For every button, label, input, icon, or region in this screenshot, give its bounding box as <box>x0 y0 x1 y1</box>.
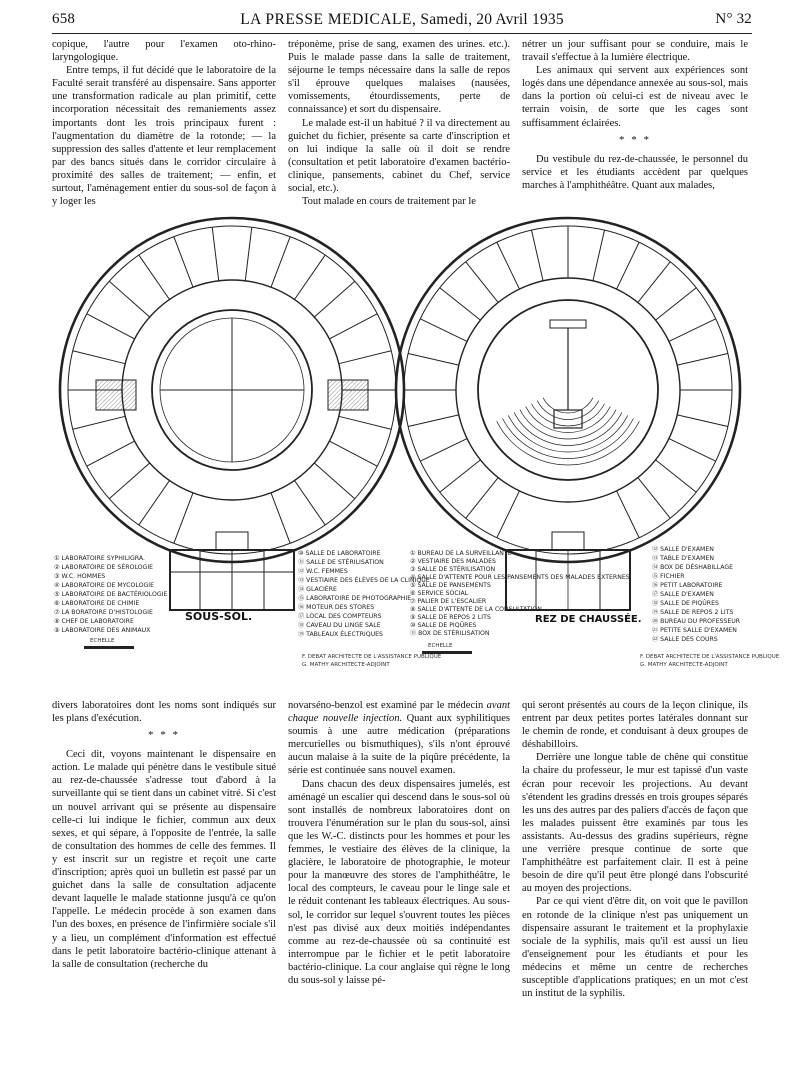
paragraph <box>288 699 510 778</box>
wall-line <box>294 255 325 299</box>
wall-line <box>174 493 193 543</box>
wall-line <box>669 319 716 342</box>
legend-item: ⑧ CHEF DE LABORATOIRE <box>54 618 134 625</box>
legend-item: ⑭ GLACIÈRE <box>298 586 337 593</box>
wall-line <box>669 439 716 462</box>
ground-floor-legend-right <box>652 545 741 643</box>
paragraph: Par ce qui vient d'être dit, on voit que le pavillon en rotonde de la clinique n'est pas uniquement un dispensaire assurant le traitement et la prophylaxie sociale de la syphilis, mais qu'il est aussi un lieu d'enseignement pour les étudiants et pour les médecins et même un centre de recherches susceptible d'applications pratiques; en un mot c'est un institut de la syphilis. <box>522 896 748 1000</box>
wall-line <box>617 242 640 289</box>
paragraph: Le malade est-il un habitué ? il va directement au guichet du fichier, présente sa carte d'inscription et on lui indique la salle où il doit se rendre (consultation et petit laboratoire d'examen bactério-clinique, pansements, cabinet du Chef, service social, etc.). <box>288 117 510 195</box>
legend-item: ④ LABORATOIRE DE MYCOLOGIE <box>54 582 155 589</box>
wall-line <box>73 416 125 429</box>
page-number: 658 <box>52 11 76 27</box>
wall-line <box>271 237 290 287</box>
wall-line <box>638 478 670 519</box>
architect-credit: G. MATHY ARCHITECTE-ADJOINT <box>302 662 390 668</box>
wall-line <box>617 491 640 538</box>
wall-line <box>73 351 125 364</box>
legend-item: ⑮ FICHIER <box>652 573 685 580</box>
architect-credit: G. MATHY ARCHITECTE-ADJOINT <box>640 662 728 668</box>
top-column-2 <box>288 38 510 208</box>
emphasis-text: avant chaque nouvelle injection. <box>288 700 510 725</box>
legend-item: ④ SALLE D'ATTENTE POUR LES PANSEMENTS DES MALADES EXTERNES <box>410 574 630 581</box>
paragraph: Du vestibule du rez-de-chaussée, le personnel du service et les étudiants accèdent par quelques marches à l'amphithéâtre. Quant aux malades, <box>522 153 748 191</box>
wall-line <box>329 441 377 466</box>
scale-label: ECHELLE <box>90 638 115 644</box>
wall-line <box>271 493 290 543</box>
top-column-1 <box>52 38 276 208</box>
legend-item: ⑥ LABORATOIRE DE CHIMIE <box>54 600 140 607</box>
legend-item: ⑲ TABLEAUX ÉLECTRIQUES <box>298 631 383 638</box>
legend-item: ③ SALLE DE STÉRILISATION <box>410 566 496 573</box>
wall-line <box>314 281 354 317</box>
wall-line <box>294 481 325 525</box>
paragraph: Dans chacun des deux dispensaires jumelés, est aménagé un escalier qui descend dans le sous-sol où sont installés de nombreux laboratoires dont on trouvera l'énumération sur le plan du sous-sol, ainsi que les W.-C. distincts pour les hommes et pour les femmes, le vestiaire des élèves de la clinique, la glacière, le laboratoire de photographie, le moteur pour la manœuvre des stores de l'amphithéâtre, le local des compteurs, le caveau pour le linge sale et le réduit contenant les tableaux électriques. Au sous-sol, le corridor sur lequel s'ouvrent toutes les pièces n'est pas divisé aux deux moitiés indépendantes comme au rez-de-chaussée où sa continuité est interrompue par le fichier et le petit laboratoire bactério-clinique. La cour anglaise qui règne le long du sous-sol y laisse pé- <box>288 778 510 986</box>
wall-line <box>656 460 697 492</box>
legend-item: ② VESTIAIRE DES MALADES <box>410 558 496 565</box>
wall-line <box>245 227 252 281</box>
wall-line <box>109 281 149 317</box>
basement-legend-left <box>54 555 168 634</box>
legend-item: ⑫ W.C. FEMMES <box>298 568 348 575</box>
legend-item: ⑦ PALIER DE L'ESCALIER <box>410 598 487 605</box>
wall-line <box>420 439 467 462</box>
paragraph: divers laboratoires dont les noms sont indiqués sur les plans d'exécution. <box>52 700 276 725</box>
bottom-column-2 <box>288 699 510 987</box>
wall-line <box>339 416 391 429</box>
wall-line <box>212 227 219 281</box>
legend-item: ① LABORATOIRE SYPHILIGRA. <box>54 555 145 562</box>
legend-item: ⑯ PETIT LABORATOIRE <box>652 582 723 589</box>
legend-item: ② LABORATOIRE DE SÉROLOGIE <box>54 564 154 571</box>
wall-line <box>593 230 605 281</box>
legend-item: ⑰ SALLE D'EXAMEN <box>652 591 714 598</box>
legend-item: ⑧ SALLE D'ATTENTE DE LA CONSULTATION <box>410 606 542 613</box>
basement-plan-title: SOUS-SOL. <box>185 610 253 623</box>
wall-line <box>408 415 459 427</box>
floor-plans-drawing <box>40 210 780 695</box>
legend-item: ⑫ SALLE D'EXAMEN <box>652 546 714 553</box>
legend-item: ⑯ MOTEUR DES STORES <box>298 604 375 611</box>
section-separator: * * * <box>148 729 180 742</box>
legend-item: ⑮ LABORATOIRE DE PHOTOGRAPHIE <box>298 595 412 602</box>
legend-item: ⑬ VESTIAIRE DES ÉLÈVES DE LA CLINIQUE <box>298 577 430 584</box>
paragraph: qui seront présentés au cours de la leçon clinique, ils entrent par deux petites portes latérales donnant sur le chemin de ronde, et conduisant à deux groupes de déshabilloirs. <box>522 700 748 751</box>
floor-plans-figure <box>40 210 780 695</box>
wall-line <box>532 230 544 281</box>
wall-line <box>87 314 135 339</box>
text-run: novarséno-benzol est examiné par le médecin <box>288 700 484 711</box>
legend-item: ⑩ SALLE DE LABORATOIRE <box>298 550 381 557</box>
issue-number: N° 32 <box>715 11 752 27</box>
scale-label: ECHELLE <box>428 643 453 649</box>
paragraph: Tout malade en cours de traitement par le <box>302 196 476 208</box>
section-separator: * * * <box>619 133 651 146</box>
masthead <box>52 11 752 29</box>
paragraph: nétrer un jour suffisant pour se conduire, mais le travail s'effectue à la lumière électrique. <box>522 39 748 64</box>
wall-line <box>497 491 520 538</box>
legend-item: ⑤ SALLE DE PANSEMENTS <box>410 582 491 589</box>
legend-item: ⑳ BUREAU DU PROFESSEUR <box>652 618 741 625</box>
legend-item: ⑰ LOCAL DES COMPTEURS <box>298 613 382 620</box>
wall-line <box>466 478 498 519</box>
issue-date: Samedi, 20 Avril 1935 <box>420 11 564 28</box>
paragraph: Entre temps, il fut décidé que le laboratoire de la Faculté serait transféré au dispensaire. Sans apporter une transformation radicale au plan primitif, cette incorporation nécessitait des remaniements assez importants dont les trois principaux furent : l'augmentation du diamètre de la rotonde; — la suppression des salles d'attente et leur remplacement par des bancs situés dans le corridor circulaire à proximité des salles de traitement; — enfin, et surtout, l'aménagement entier du sous-sol de façon à y loger les <box>52 65 276 208</box>
legend-item: ⑩ SALLE DE PIQÛRES <box>410 622 477 629</box>
wall-line <box>339 351 391 364</box>
paragraph: Derrière une longue table de chêne qui constitue la chaire du professeur, le mur est tapissé d'un vaste écran pour recevoir les projections. Au devant s'étendent les gradins dressés en trois groupes séparés les uns des autres par des paliers d'accès de façon que les malades puissent être examinés par tous les assistants. Au-dessus des gradins supérieurs, règne une verrière presque continue de sorte que l'amphithéâtre est parfaitement clair. Il est à peine besoin de dire qu'il peut être plongé dans l'obscurité au moyen des projections. <box>522 752 748 895</box>
legend-item: ⑪ BOX DE STÉRILISATION <box>410 630 490 637</box>
journal-title: LA PRESSE MEDICALE, <box>240 11 417 28</box>
legend-item: ⑬ TABLE D'EXAMEN <box>652 555 714 562</box>
page-header <box>52 9 752 34</box>
architect-credit: F. DEBAT ARCHITECTE DE L'ASSISTANCE PUBLIQUE <box>640 654 780 660</box>
legend-item: ① BUREAU DE LA SURVEILLANTE <box>410 550 512 557</box>
legend-item: ⑲ SALLE DE REPOS 2 LITS <box>652 609 734 616</box>
wall-line <box>677 415 728 427</box>
bottom-column-3 <box>522 699 748 1000</box>
bottom-column-1 <box>52 699 276 971</box>
wall-line <box>656 288 697 320</box>
legend-item: ⑪ SALLE DE STÉRILISATION <box>298 559 384 566</box>
legend-item: ⑤ LABORATOIRE DE BACTÉRIOLOGIE <box>54 591 168 598</box>
legend-item: ⑥ SERVICE SOCIAL <box>410 590 469 597</box>
ground-floor-scale <box>422 643 472 654</box>
legend-item: ㉒ SALLE DES COURS <box>652 636 718 643</box>
ground-floor-plan-title: REZ DE CHAUSSÉE. <box>535 614 642 625</box>
wall-line <box>139 255 170 299</box>
legend-item: ⑱ CAVEAU DU LINGE SALE <box>298 622 381 629</box>
wall-line <box>638 262 670 303</box>
paragraph: tréponème, prise de sang, examen des urines. etc.). Puis le malade passe dans la salle de traitement, séjourne le temps nécessaire dans la salle de repos s'il éprouve quelques malaises (nausées, vomissements, étourdissements, perte de connaissance) et sort du dispensaire. <box>288 39 510 116</box>
legend-item: ⑱ SALLE DE PIQÛRES <box>652 600 719 607</box>
amphitheatre-step <box>520 410 616 439</box>
wall-line <box>109 463 149 499</box>
paragraph: Ceci dit, voyons maintenant le dispensaire en action. Le malade qui pénètre dans le vestibule situé au rez-de-chaussée s'adresse tout d'abord à la surveillante qui se tient dans un cabinet vitré. Si c'est un nouvel arrivant qui se présente au dispensaire celle-ci lui indique le fichier, commun aux deux sexes, et qui sépare, à l'opposite de l'entrée, la salle de consultation des hommes de celle des femmes. Il y est inscrit sur un registre et reçoit une carte d'inscription; après quoi un bulletin est passé par un guichet dans la salle de consultation adjacente devant laquelle le malade stationne jusqu'à ce qu'on l'appelle. Le médecin procède à son examen dans l'un des boxes, en présence de l'infirmière sociale s'il y a lieu, un complément d'information est effectué dans le petit laboratoire bactério-clinique attenant à la salle de consultation (recherche du <box>52 749 276 970</box>
wall-line <box>420 319 467 342</box>
wall-line <box>329 314 377 339</box>
legend-item: ⑨ LABORATOIRE DES ANIMAUX <box>54 627 151 634</box>
legend-item: ⑦ LA BORATOIRE D'HISTOLOGIE <box>54 609 153 616</box>
legend-item: ㉑ PETITE SALLE D'EXAMEN <box>652 627 737 634</box>
wall-line <box>677 354 728 366</box>
legend-item: ⑭ BOX DE DÉSHABILLAGE <box>652 564 734 571</box>
wall-line <box>139 481 170 525</box>
paragraph: copique, l'autre pour l'examen oto-rhino-laryngologique. <box>52 39 276 64</box>
paragraph: Les animaux qui servent aux expériences sont logés dans une dépendance annexée au sous-sol, mais dans la portion où celui-ci est de niveau avec le terrain voisin, de sorte que les cages sont suffisamment éclairées. <box>522 65 748 129</box>
wall-line <box>440 288 481 320</box>
wall-line <box>174 237 193 287</box>
wall-line <box>87 441 135 466</box>
top-column-3 <box>522 38 748 192</box>
wall-line <box>497 242 520 289</box>
basement-scale <box>84 638 134 649</box>
text-run: Quant aux syphilitiques soumis à une autre médication (préparations mercurielles ou bismuthiques), s'ils n'ont éprouvé aucun malaise à la suite de la piqûre précédente, la série est continuée sans nouvel examen. <box>288 713 510 777</box>
wall-line <box>408 354 459 366</box>
amphitheatre-step <box>508 415 627 452</box>
wall-line <box>466 262 498 303</box>
legend-item: ⑨ SALLE DE REPOS 2 LITS <box>410 614 491 621</box>
legend-item: ③ W.C. HOMMES <box>54 573 106 580</box>
wall-line <box>314 463 354 499</box>
architect-credit: F. DEBAT ARCHITECTE DE L'ASSISTANCE PUBLIQUE <box>302 654 442 660</box>
wall-line <box>440 460 481 492</box>
